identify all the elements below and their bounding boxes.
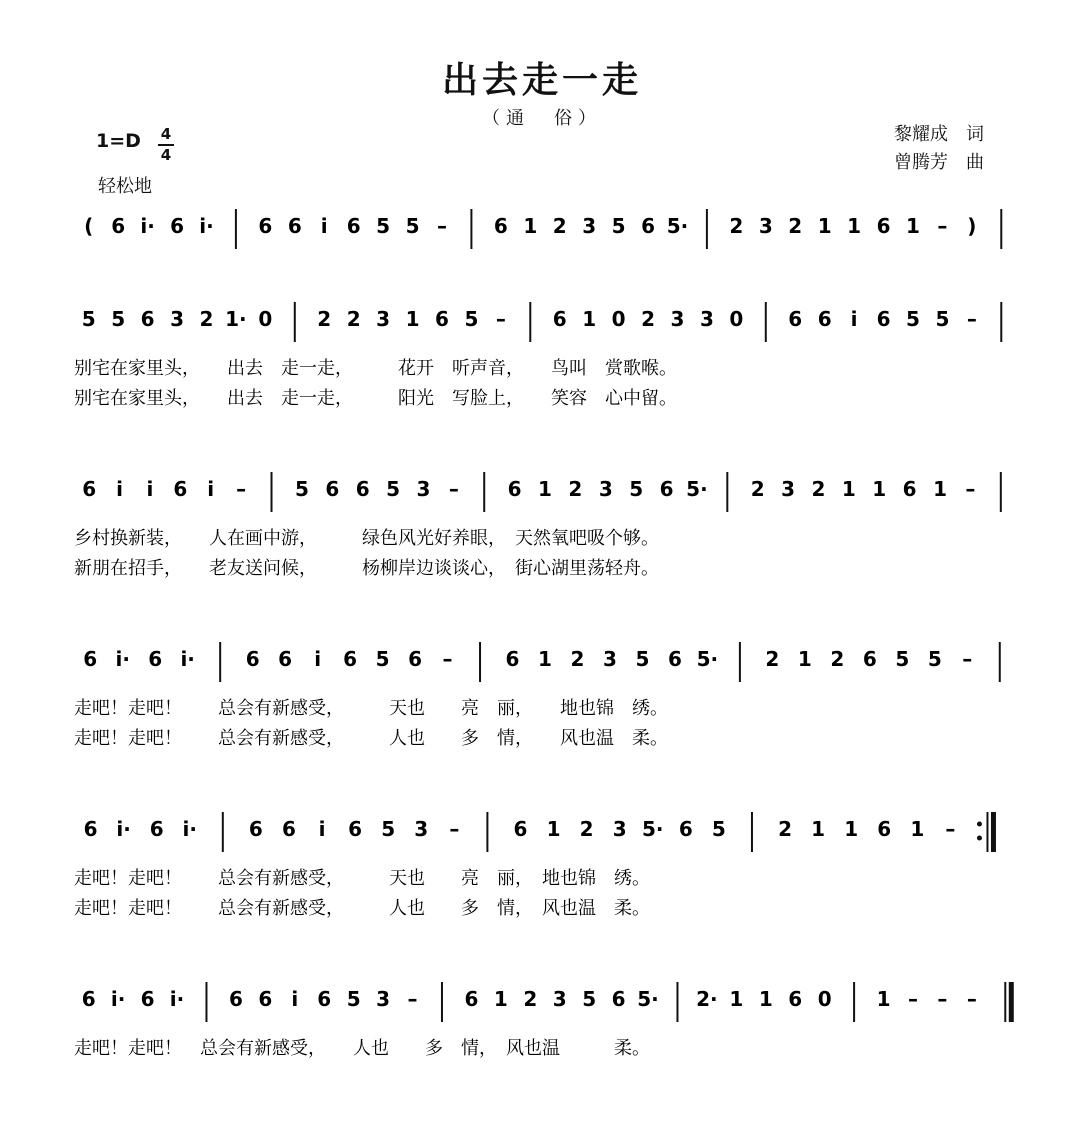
- note: 2: [523, 987, 538, 1011]
- note: 3: [376, 987, 391, 1011]
- dash-sustain: –: [937, 987, 948, 1011]
- note: 1: [910, 817, 925, 841]
- note: 3: [670, 307, 685, 331]
- note: 1: [797, 647, 812, 671]
- note: 2: [641, 307, 655, 331]
- note: i·: [180, 647, 195, 671]
- note: 1: [906, 214, 920, 238]
- time-sig-top: 4: [160, 125, 172, 143]
- dash-sustain: –: [236, 477, 247, 501]
- note: i: [850, 307, 858, 331]
- note: 5: [376, 214, 391, 238]
- note: 5·: [641, 817, 664, 841]
- note: 5: [111, 307, 126, 331]
- note: 5: [375, 647, 390, 671]
- note: 6: [493, 214, 508, 238]
- tempo-marking: 轻松地: [98, 176, 152, 197]
- note: 6: [552, 307, 567, 331]
- dash-sustain: –: [945, 817, 956, 841]
- note: 1: [933, 477, 947, 501]
- note: 6: [348, 817, 363, 841]
- note: 5: [895, 647, 910, 671]
- note: 6: [317, 987, 332, 1011]
- dash-sustain: –: [966, 987, 977, 1011]
- note: 3: [552, 987, 567, 1011]
- note: 5: [346, 987, 361, 1011]
- note: i: [116, 477, 124, 501]
- repeat-dot: [977, 822, 982, 827]
- note: 5: [294, 477, 309, 501]
- note: 2: [579, 817, 594, 841]
- note: 6: [248, 817, 263, 841]
- repeat-dot: [977, 836, 982, 841]
- note: i·: [116, 817, 131, 841]
- note: 6: [140, 307, 155, 331]
- note: 6: [282, 817, 296, 841]
- note: 6: [343, 647, 358, 671]
- dash-sustain: –: [449, 817, 460, 841]
- note: i: [314, 647, 322, 671]
- lyricist-credit: 黎耀成 词: [894, 124, 984, 145]
- dash-sustain: –: [436, 214, 447, 238]
- note: 6: [111, 214, 126, 238]
- time-sig-bottom: 4: [160, 146, 172, 164]
- note: 1: [817, 214, 832, 238]
- note: 0: [817, 987, 832, 1011]
- parenthesis: (: [84, 214, 94, 238]
- note: 2: [317, 307, 332, 331]
- note: 5: [464, 307, 479, 331]
- note: 6: [464, 987, 479, 1011]
- note: 5: [635, 647, 650, 671]
- note: 6: [678, 817, 693, 841]
- note: 1: [729, 987, 744, 1011]
- dash-sustain: –: [442, 647, 453, 671]
- note: 2·: [696, 987, 718, 1011]
- note: 5: [405, 214, 420, 238]
- note: 3: [416, 477, 431, 501]
- lyric-line: 新朋在招手， 老友送问候， 杨柳岸边谈谈心， 街心湖里荡轻舟。: [74, 558, 659, 579]
- note: 2: [568, 477, 583, 501]
- note: 2: [729, 214, 744, 238]
- note: 6: [82, 477, 97, 501]
- note: 0: [611, 307, 626, 331]
- note: 6: [659, 477, 674, 501]
- dash-sustain: –: [907, 987, 918, 1011]
- note: 1: [546, 817, 561, 841]
- note: 3: [699, 307, 714, 331]
- note: 1·: [225, 307, 247, 331]
- note: 6: [278, 647, 293, 671]
- composer-credit: 曾腾芳 曲: [894, 152, 984, 173]
- note: 6: [228, 987, 243, 1011]
- note: i·: [199, 214, 214, 238]
- note: 3: [603, 647, 617, 671]
- dash-sustain: –: [407, 987, 418, 1011]
- note: 5·: [686, 477, 708, 501]
- lyric-line: 乡村换新装， 人在画中游， 绿色风光好养眼， 天然氧吧吸个够。: [74, 528, 659, 549]
- note: 6: [817, 307, 832, 331]
- note: 5: [711, 817, 726, 841]
- note: 1: [538, 647, 552, 671]
- note: 5·: [666, 214, 689, 238]
- note: i·: [169, 987, 185, 1011]
- note: 2: [750, 477, 765, 501]
- note: 2: [346, 307, 361, 331]
- note: 5: [611, 214, 626, 238]
- genre-subtitle: （通 俗）: [482, 108, 602, 129]
- dash-sustain: –: [937, 214, 948, 238]
- note: i: [291, 987, 299, 1011]
- note: 3: [612, 817, 627, 841]
- note: 2: [552, 214, 567, 238]
- note: i: [146, 477, 154, 501]
- note: 1: [876, 987, 891, 1011]
- note: 2: [788, 214, 803, 238]
- note: 6: [408, 647, 423, 671]
- lyric-line: 走吧！走吧！ 总会有新感受， 人也 多 情， 风也温 柔。: [74, 728, 668, 749]
- note: i·: [182, 817, 197, 841]
- note: 6: [902, 477, 917, 501]
- note: 6: [788, 987, 803, 1011]
- note: 6: [287, 214, 302, 238]
- note: 5·: [696, 647, 719, 671]
- note: 0: [729, 307, 744, 331]
- note: 6: [140, 987, 155, 1011]
- note: 2: [811, 477, 826, 501]
- note: 5: [927, 647, 942, 671]
- note: 2: [778, 817, 792, 841]
- note: 1: [811, 817, 826, 841]
- note: 3: [170, 307, 184, 331]
- note: 5: [81, 307, 96, 331]
- note: 6: [513, 817, 528, 841]
- note: i: [318, 817, 326, 841]
- note: 6: [245, 647, 260, 671]
- note: 1: [493, 987, 508, 1011]
- note: 6: [83, 817, 98, 841]
- dash-sustain: –: [962, 647, 973, 671]
- note: 2: [199, 307, 214, 331]
- note: 6: [876, 214, 891, 238]
- dash-sustain: –: [448, 477, 459, 501]
- note: 3: [582, 214, 597, 238]
- lyric-line: 走吧！走吧！ 总会有新感受， 天也 亮 丽， 地也锦 绣。: [74, 868, 650, 889]
- note: 1: [523, 214, 538, 238]
- note: 3: [376, 307, 391, 331]
- note: i·: [110, 987, 126, 1011]
- song-title: 出去走一走: [441, 60, 642, 101]
- note: 5: [582, 987, 597, 1011]
- parenthesis: ): [967, 214, 977, 238]
- note: 5·: [637, 987, 659, 1011]
- note: 1: [758, 987, 773, 1011]
- note: 6: [148, 647, 163, 671]
- dash-sustain: –: [495, 307, 506, 331]
- note: 6: [507, 477, 522, 501]
- note: 6: [355, 477, 370, 501]
- note: 1: [405, 307, 420, 331]
- note: 1: [844, 817, 859, 841]
- note: 1: [538, 477, 552, 501]
- note: 1: [841, 477, 856, 501]
- note: 6: [641, 214, 655, 238]
- note: 1: [872, 477, 887, 501]
- lyric-line: 走吧！走吧！ 总会有新感受， 天也 亮 丽， 地也锦 绣。: [74, 698, 668, 719]
- note: 6: [788, 307, 803, 331]
- lyric-line: 别宅在家里头， 出去 走一走， 阳光 写脸上， 笑容 心中留。: [74, 388, 677, 409]
- note: i: [320, 214, 328, 238]
- note: 6: [170, 214, 184, 238]
- note: 6: [667, 647, 682, 671]
- note: 5: [381, 817, 396, 841]
- note: 6: [877, 817, 892, 841]
- note: 5: [906, 307, 920, 331]
- note: 6: [258, 987, 273, 1011]
- note: 6: [83, 647, 98, 671]
- note: 6: [876, 307, 891, 331]
- note: 2: [830, 647, 845, 671]
- note: 6: [435, 307, 449, 331]
- note: 6: [346, 214, 361, 238]
- note: 5: [935, 307, 950, 331]
- note: 3: [414, 817, 429, 841]
- note: i: [207, 477, 215, 501]
- note: i·: [140, 214, 155, 238]
- note: 6: [149, 817, 164, 841]
- note: 6: [81, 987, 96, 1011]
- note: 3: [598, 477, 613, 501]
- key-signature: 1=D: [96, 130, 141, 152]
- note: 6: [862, 647, 877, 671]
- note: 6: [173, 477, 188, 501]
- note: 2: [570, 647, 585, 671]
- note: 0: [258, 307, 273, 331]
- note: 5: [386, 477, 401, 501]
- note: 6: [611, 987, 626, 1011]
- note: 5: [629, 477, 644, 501]
- note: 3: [781, 477, 796, 501]
- note: 6: [505, 647, 520, 671]
- note: i·: [115, 647, 130, 671]
- dash-sustain: –: [965, 477, 976, 501]
- note: 6: [325, 477, 340, 501]
- lyric-line: 别宅在家里头， 出去 走一走， 花开 听声音， 鸟叫 赏歌喉。: [74, 358, 677, 379]
- note: 1: [582, 307, 597, 331]
- lyric-line: 走吧！走吧！ 总会有新感受， 人也 多 情， 风也温 柔。: [74, 1038, 650, 1059]
- note: 1: [847, 214, 862, 238]
- note: 6: [258, 214, 273, 238]
- dash-sustain: –: [966, 307, 977, 331]
- note: 3: [758, 214, 773, 238]
- lyric-line: 走吧！走吧！ 总会有新感受， 人也 多 情， 风也温 柔。: [74, 898, 650, 919]
- note: 2: [765, 647, 780, 671]
